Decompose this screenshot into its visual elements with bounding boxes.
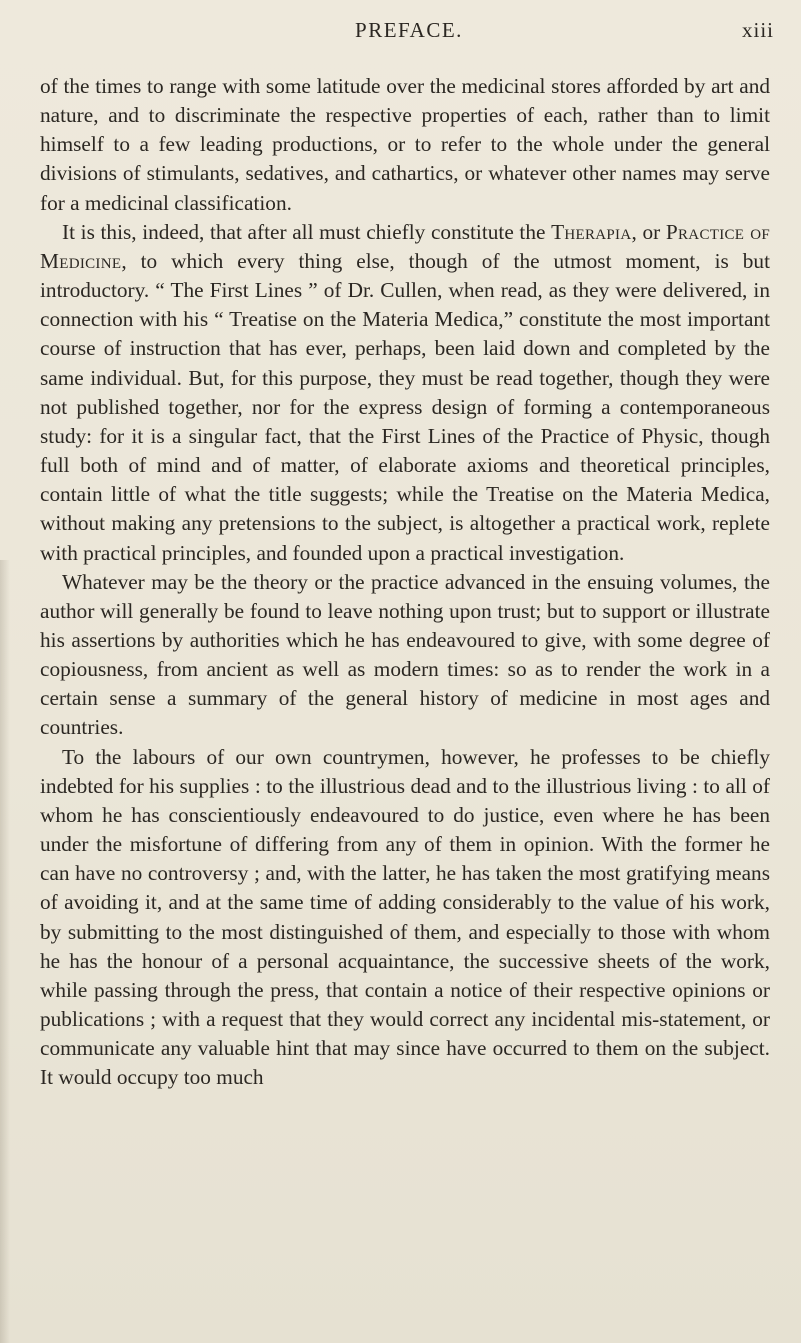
paragraph xyxy=(40,72,770,218)
paragraph xyxy=(40,743,770,1093)
paragraph xyxy=(40,218,770,568)
paragraph-text: of the times to range with some latitude over the medicinal stores afforded by art and nature, and to discriminate the respective properties of each, rather than to limit himself to a few leading productions, or to refer to the whole under the general divisions of stimulants, sedatives, and cathartics, or whatever other names may serve for a medicinal classification. xyxy=(40,74,770,215)
paragraph-text: It is this, indeed, that after all must chiefly constitute the xyxy=(62,219,552,244)
page-header xyxy=(44,18,774,48)
paragraph xyxy=(40,568,770,743)
page-number: xiii xyxy=(741,18,774,42)
small-caps-text: Practice of Medicine xyxy=(40,219,770,273)
paragraph-text: , to which every thing else, though of the utmost moment, is but introductory. “ The First Lines ” of Dr. Cullen, when read, as they were delivered, in connection with his “ Treatise on the Materia Medica,” constitute the most important course of instruction that has ever, perhaps, been laid down and completed by the same individual. But, for this purpose, they must be read together, though they were not published together, nor for the express design of forming a contemporaneous study: for it is a singular fact, that the First Lines of the Practice of Physic, though full both of mind and of matter, of elaborate axioms and theoretical principles, contain little of what the title suggests; while the Treatise on the Materia Medica, without making any pretensions to the subject, is altogether a practical work, replete with practical principles, and founded upon a practical investigation. xyxy=(40,248,770,565)
paragraph-text: Whatever may be the theory or the practice advanced in the ensuing volumes, the author will generally be found to leave nothing upon trust; but to support or illustrate his assertions by authorities which he has endeavoured to give, with some degree of copiousness, from ancient as well as modern times: so as to render the work in a certain sense a summary of the general history of medicine in most ages and countries. xyxy=(40,569,770,740)
small-caps-text: Therapia xyxy=(551,219,632,244)
paragraph-text: , or xyxy=(631,219,666,244)
body-text xyxy=(40,72,770,1092)
binding-shadow xyxy=(0,560,10,1343)
paragraph-text: To the labours of our own countrymen, however, he professes to be chiefly indebted for his supplies : to the illustrious dead and to the illustrious living : to all of whom he has conscientiously endeavoured to do justice, even where he has been under the misfortune of differing from any of them in opinion. With the former he can have no controversy ; and, with the latter, he has taken the most gratifying means of avoiding it, and at the same time of adding considerably to the value of his work, by submitting to the most distinguished of them, and especially to those with whom he has the honour of a personal acquaintance, the successive sheets of the work, while passing through the press, that contain a notice of their respective opinions or publications ; with a request that they would correct any incidental mis-statement, or communicate any valuable hint that may since have occurred to them on the subject. It would occupy too much xyxy=(40,744,770,1090)
running-head: PREFACE. xyxy=(355,18,463,42)
